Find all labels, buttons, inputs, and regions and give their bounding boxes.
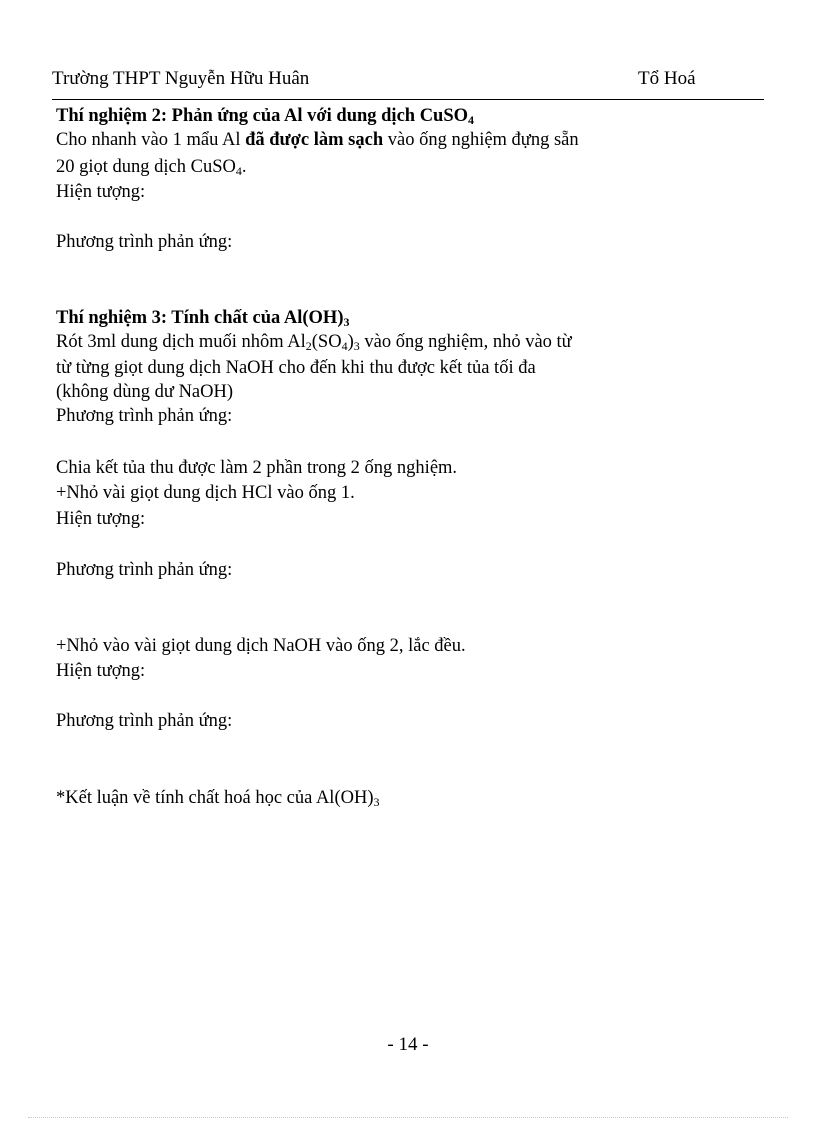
exp3-step2: +Nhỏ vào vài giọt dung dịch NaOH vào ống 2, lắc đều. xyxy=(56,636,466,656)
exp3-equation-label-3: Phương trình phản ứng: xyxy=(56,711,233,731)
exp2-title: Thí nghiệm 2: Phản ứng của Al với dung dịch CuSO$_4$ xyxy=(56,106,475,127)
page-number: - 14 - xyxy=(387,1034,429,1055)
exp3-instruction-line2: từ từng giọt dung dịch NaOH cho đến khi thu được kết tủa tối đa xyxy=(56,358,536,378)
exp3-phenomenon-label-1: Hiện tượng: xyxy=(56,509,146,529)
exp3-phenomenon-label-2: Hiện tượng: xyxy=(56,661,146,681)
exp3-instruction-line1: Rót 3ml dung dịch muối nhôm $Al_2(SO_4)_3$ vào ống nghiệm, nhỏ vào từ xyxy=(56,332,572,353)
exp2-instruction-line2: 20 giọt dung dịch CuSO$_4$. xyxy=(56,157,247,178)
header-school: Trường THPT Nguyễn Hữu Huân xyxy=(52,68,310,89)
bottom-dotted-border xyxy=(28,1117,788,1118)
exp3-instruction-line3: (không dùng dư NaOH) xyxy=(56,382,234,402)
exp3-equation-label-2: Phương trình phản ứng: xyxy=(56,560,233,580)
exp2-phenomenon-label: Hiện tượng: xyxy=(56,182,146,202)
exp3-step1: +Nhỏ vài giọt dung dịch HCl vào ống 1. xyxy=(56,483,355,503)
header-department: Tổ Hoá xyxy=(638,68,696,89)
exp3-equation-label-1: Phương trình phản ứng: xyxy=(56,406,233,426)
header-divider xyxy=(52,99,764,100)
exp2-equation-label: Phương trình phản ứng: xyxy=(56,232,233,252)
exp3-split-instruction: Chia kết tủa thu được làm 2 phần trong 2 ống nghiệm. xyxy=(56,458,458,478)
exp3-title: Thí nghiệm 3: Tính chất của $Al(OH)_3$ xyxy=(56,308,350,329)
exp3-conclusion: *Kết luận về tính chất hoá học của $Al(OH)_3$ xyxy=(56,788,380,809)
exp2-instruction-line1: Cho nhanh vào 1 mẩu Al đã được làm sạch vào ống nghiệm đựng sẵn xyxy=(56,130,579,150)
